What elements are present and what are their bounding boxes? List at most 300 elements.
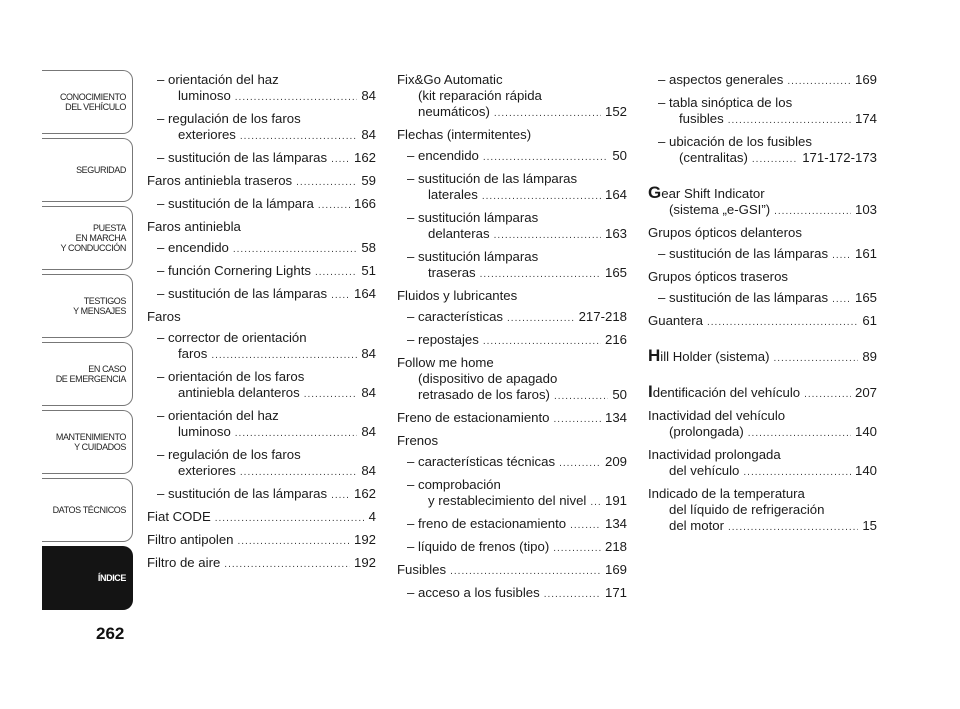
entry-line	[157, 150, 376, 168]
entry-text: retrasado de los faros)	[418, 387, 550, 402]
page-ref: 50	[612, 387, 627, 402]
index-entry	[147, 219, 376, 235]
page-ref: 162	[353, 150, 376, 165]
entry-text: faros	[178, 346, 208, 361]
leader-dots	[224, 555, 350, 573]
entry-text: laterales	[428, 187, 478, 202]
entry-text: del motor	[669, 518, 724, 533]
index-entry	[648, 269, 877, 285]
index-entry	[147, 555, 376, 573]
entry-line	[658, 150, 877, 168]
leader-dots	[315, 263, 357, 281]
index-entry	[648, 290, 877, 308]
entry-line	[157, 369, 376, 385]
index-entry	[648, 134, 877, 168]
entry-line	[157, 424, 376, 442]
tab-2[interactable]	[42, 138, 133, 202]
entry-text: luminoso	[178, 424, 231, 439]
leader-dots	[331, 286, 350, 304]
entry-line	[407, 210, 627, 226]
page-ref: 84	[361, 127, 376, 142]
leader-dots	[238, 532, 350, 550]
tab-6[interactable]	[42, 410, 133, 474]
leader-dots	[743, 463, 851, 481]
entry-text: exteriores	[178, 127, 236, 142]
entry-line	[648, 447, 877, 463]
entry-line	[407, 332, 627, 350]
index-entry	[397, 288, 627, 304]
page-ref: 191	[604, 493, 627, 508]
page-ref: 171	[604, 585, 627, 600]
page-ref: 169	[854, 72, 877, 87]
entry-text: – sustitución de las lámparas	[658, 290, 829, 305]
leader-dots	[331, 150, 350, 168]
page-ref: 174	[854, 111, 877, 126]
entry-text: – sustitución de las lámparas	[658, 246, 829, 261]
entry-text: – sustitución de las lámparas	[407, 171, 578, 186]
entry-line	[648, 424, 877, 442]
entry-text: – sustitución lámparas	[407, 249, 539, 264]
entry-text: Faros antiniebla	[147, 219, 241, 234]
entry-line	[407, 493, 627, 511]
entry-text: ear Shift Indicator	[661, 186, 765, 201]
entry-line	[157, 240, 376, 258]
index-entry	[397, 127, 627, 143]
tab-label: EN CASO DE EMERGENCIA	[55, 364, 126, 384]
entry-text: Guantera	[648, 313, 703, 328]
page-ref: 163	[604, 226, 627, 241]
entry-line	[648, 518, 877, 536]
page-ref: 89	[862, 349, 877, 364]
entry-line	[157, 127, 376, 145]
entry-line	[648, 486, 877, 502]
entry-line	[658, 111, 877, 129]
entry-text: antiniebla delanteros	[178, 385, 300, 400]
entry-text: fusibles	[679, 111, 724, 126]
entry-text: Filtro de aire	[147, 555, 221, 570]
entry-text: ill Holder (sistema)	[660, 349, 770, 364]
entry-text: – encendido	[407, 148, 479, 163]
leader-dots	[233, 240, 357, 258]
leader-dots	[773, 349, 858, 367]
entry-line	[157, 408, 376, 424]
letter-initial: H	[648, 346, 661, 365]
entry-line	[147, 532, 376, 550]
leader-dots	[304, 385, 358, 403]
entry-line	[648, 313, 877, 331]
tab-3[interactable]	[42, 206, 133, 270]
page-ref: 15	[862, 518, 877, 533]
tab-label: DATOS TÉCNICOS	[52, 505, 126, 515]
index-entry	[397, 148, 627, 166]
entry-text: Inactividad del vehículo	[648, 408, 786, 423]
entry-line	[648, 269, 877, 285]
page-ref: 162	[353, 486, 376, 501]
entry-text: – repostajes	[407, 332, 479, 347]
entry-line	[397, 562, 627, 580]
entry-line	[157, 263, 376, 281]
entry-line	[648, 502, 877, 518]
entry-line	[407, 585, 627, 603]
index-entry	[648, 486, 877, 536]
entry-line	[157, 385, 376, 403]
entry-text: Fluidos y lubricantes	[397, 288, 518, 303]
index-column-2	[397, 72, 627, 608]
index-entry	[147, 486, 376, 504]
entry-line	[658, 290, 877, 308]
page-ref: 207	[854, 385, 877, 400]
page-ref: 84	[361, 424, 376, 439]
tab-label: ÍNDICE	[97, 573, 126, 583]
entry-text: traseras	[428, 265, 476, 280]
entry-line	[157, 72, 376, 88]
entry-text: delanteras	[428, 226, 490, 241]
entry-line	[648, 463, 877, 481]
entry-line	[407, 265, 627, 283]
entry-line	[157, 486, 376, 504]
entry-line	[157, 286, 376, 304]
entry-line	[407, 477, 627, 493]
entry-line	[157, 88, 376, 106]
index-entry	[397, 249, 627, 283]
page-ref: 84	[361, 88, 376, 103]
page-ref: 58	[361, 240, 376, 255]
entry-text: – sustitución de las lámparas	[157, 486, 328, 501]
entry-line	[397, 88, 627, 104]
entry-text: (centralitas)	[679, 150, 748, 165]
entry-text: – sustitución de las lámparas	[157, 286, 328, 301]
index-column-1	[147, 72, 376, 578]
entry-text: Inactividad prolongada	[648, 447, 781, 462]
index-entry	[648, 447, 877, 481]
leader-dots	[494, 104, 601, 122]
page-ref: 152	[604, 104, 627, 119]
letter-initial: G	[648, 183, 662, 202]
index-entry	[147, 447, 376, 481]
page-ref: 140	[854, 463, 877, 478]
entry-line	[397, 371, 627, 387]
entry-text: (dispositivo de apagado	[418, 371, 558, 386]
index-entry	[397, 410, 627, 428]
index-entry	[147, 408, 376, 442]
tab-8[interactable]	[42, 546, 133, 610]
index-entry	[648, 225, 877, 241]
entry-line	[147, 509, 376, 527]
entry-line	[658, 95, 877, 111]
leader-dots	[748, 424, 851, 442]
index-entry	[397, 539, 627, 557]
index-column-3	[648, 72, 877, 541]
section-gap	[648, 336, 877, 348]
page-ref: 4	[368, 509, 376, 524]
leader-dots	[559, 454, 601, 472]
index-entry	[397, 516, 627, 534]
entry-line	[407, 148, 627, 166]
index-entry	[147, 330, 376, 364]
entry-text: – corrector de orientación	[157, 330, 307, 345]
entry-line	[397, 387, 627, 405]
entry-text: – encendido	[157, 240, 229, 255]
leader-dots	[480, 265, 601, 283]
index-entry	[397, 477, 627, 511]
page-ref: 165	[604, 265, 627, 280]
leader-dots	[240, 127, 357, 145]
entry-line	[407, 454, 627, 472]
page-ref: 164	[604, 187, 627, 202]
entry-line	[648, 202, 877, 220]
page-ref: 166	[353, 196, 376, 211]
index-entry	[397, 562, 627, 580]
tab-7[interactable]	[42, 478, 133, 542]
index-entry	[648, 408, 877, 442]
page-ref: 84	[361, 385, 376, 400]
entry-text: – regulación de los faros	[157, 447, 301, 462]
tab-label: CONOCIMIENTO DEL VEHÍCULO	[59, 92, 126, 112]
page-ref: 103	[854, 202, 877, 217]
index-entry	[648, 72, 877, 90]
index-entry	[397, 332, 627, 350]
entry-line	[407, 309, 627, 327]
entry-line	[397, 355, 627, 371]
entry-text: (sistema „e-GSI”)	[669, 202, 771, 217]
leader-dots	[215, 509, 365, 527]
leader-dots	[774, 202, 851, 220]
index-entry	[147, 173, 376, 191]
entry-line	[648, 408, 877, 424]
leader-dots	[590, 493, 601, 511]
index-entry	[648, 95, 877, 129]
page-ref: 218	[604, 539, 627, 554]
index-entry	[397, 433, 627, 449]
entry-text: – ubicación de los fusibles	[658, 134, 812, 149]
page-ref: 169	[604, 562, 627, 577]
entry-text: (kit reparación rápida	[418, 88, 542, 103]
entry-line	[397, 104, 627, 122]
page-ref: 140	[854, 424, 877, 439]
entry-line	[397, 288, 627, 304]
page-ref: 209	[604, 454, 627, 469]
leader-dots	[553, 410, 601, 428]
page-ref: 161	[854, 246, 877, 261]
leader-dots	[752, 150, 798, 168]
entry-text: luminoso	[178, 88, 231, 103]
leader-dots	[728, 518, 858, 536]
entry-text: Faros antiniebla traseros	[147, 173, 293, 188]
leader-dots	[553, 539, 601, 557]
page-number: 262	[96, 624, 125, 643]
leader-dots	[832, 246, 851, 264]
page-ref: 59	[361, 173, 376, 188]
entry-text: – regulación de los faros	[157, 111, 301, 126]
leader-dots	[450, 562, 601, 580]
entry-text: – sustitución de las lámparas	[157, 150, 328, 165]
entry-text: Faros	[147, 309, 181, 324]
entry-line	[407, 516, 627, 534]
entry-text: – características técnicas	[407, 454, 556, 469]
leader-dots	[787, 72, 851, 90]
leader-dots	[318, 196, 350, 214]
index-entry	[397, 585, 627, 603]
entry-line	[397, 433, 627, 449]
entry-line	[157, 330, 376, 346]
page-ref: 51	[361, 263, 376, 278]
index-entry	[147, 263, 376, 281]
leader-dots	[211, 346, 357, 364]
page-ref: 134	[604, 410, 627, 425]
index-entry	[648, 313, 877, 331]
page-ref: 134	[604, 516, 627, 531]
entry-text: – aspectos generales	[658, 72, 784, 87]
page-ref: 84	[361, 346, 376, 361]
entry-text: neumáticos)	[418, 104, 490, 119]
section-gap	[648, 372, 877, 384]
entry-line	[147, 555, 376, 573]
entry-text: del vehículo	[669, 463, 740, 478]
tab-label: PUESTA EN MARCHA Y CONDUCCIÓN	[60, 223, 126, 253]
entry-text: – sustitución lámparas	[407, 210, 539, 225]
index-entry	[397, 309, 627, 327]
leader-dots	[554, 387, 608, 405]
tab-1[interactable]	[42, 70, 133, 134]
entry-text: – orientación del haz	[157, 408, 279, 423]
index-entry	[147, 309, 376, 325]
entry-line	[397, 127, 627, 143]
entry-line	[157, 447, 376, 463]
index-entry	[147, 150, 376, 168]
leader-dots	[507, 309, 575, 327]
entry-text: Follow me home	[397, 355, 494, 370]
leader-dots	[804, 385, 851, 403]
leader-dots	[331, 486, 350, 504]
page-ref: 84	[361, 463, 376, 478]
index-entry	[147, 72, 376, 106]
entry-line	[407, 171, 627, 187]
entry-line	[648, 225, 877, 241]
index-entry	[397, 171, 627, 205]
index-entry	[397, 72, 627, 122]
entry-line	[147, 173, 376, 191]
entry-text: – sustitución de la lámpara	[157, 196, 314, 211]
entry-line	[397, 410, 627, 428]
letter-initial: I	[648, 382, 653, 401]
entry-text: Filtro antipolen	[147, 532, 234, 547]
page-ref: 171-172-173	[802, 150, 877, 165]
entry-line	[407, 249, 627, 265]
entry-text: – líquido de frenos (tipo)	[407, 539, 550, 554]
tab-label: MANTENIMIENTO Y CUIDADOS	[55, 432, 126, 452]
leader-dots	[570, 516, 601, 534]
entry-line	[147, 309, 376, 325]
page-ref: 217-218	[578, 309, 627, 324]
entry-line	[648, 185, 877, 202]
entry-text: Indicado de la temperatura	[648, 486, 805, 501]
page-ref: 192	[353, 555, 376, 570]
index-entry	[648, 246, 877, 264]
entry-text: (prolongada)	[669, 424, 744, 439]
index-entry	[147, 286, 376, 304]
index-entry	[147, 196, 376, 214]
entry-text: – tabla sinóptica de los	[658, 95, 793, 110]
entry-text: – orientación del haz	[157, 72, 279, 87]
entry-text: y restablecimiento del nivel	[428, 493, 587, 508]
index-entry	[648, 348, 877, 367]
index-entry	[147, 532, 376, 550]
entry-text: Grupos ópticos delanteros	[648, 225, 802, 240]
index-entry	[648, 384, 877, 403]
entry-line	[157, 111, 376, 127]
index-entry	[397, 454, 627, 472]
entry-line	[648, 348, 877, 367]
index-entry	[147, 369, 376, 403]
entry-text: Frenos	[397, 433, 439, 448]
tab-5[interactable]	[42, 342, 133, 406]
page-ref: 192	[353, 532, 376, 547]
entry-text: – comprobación	[407, 477, 501, 492]
leader-dots	[832, 290, 851, 308]
leader-dots	[240, 463, 357, 481]
entry-text: – orientación de los faros	[157, 369, 305, 384]
entry-line	[658, 134, 877, 150]
entry-line	[157, 196, 376, 214]
leader-dots	[235, 424, 358, 442]
entry-text: – características	[407, 309, 504, 324]
section-gap	[648, 173, 877, 185]
entry-text: – freno de estacionamiento	[407, 516, 567, 531]
leader-dots	[707, 313, 858, 331]
entry-text: Fix&Go Automatic	[397, 72, 503, 87]
leader-dots	[296, 173, 357, 191]
entry-line	[407, 187, 627, 205]
entry-text: del líquido de refrigeración	[669, 502, 825, 517]
entry-line	[407, 539, 627, 557]
page-ref: 165	[854, 290, 877, 305]
entry-text: Grupos ópticos traseros	[648, 269, 788, 284]
index-entry	[397, 355, 627, 405]
tab-4[interactable]	[42, 274, 133, 338]
index-entry	[397, 210, 627, 244]
tab-label: TESTIGOS Y MENSAJES	[73, 296, 126, 316]
entry-text: – función Cornering Lights	[157, 263, 311, 278]
leader-dots	[482, 187, 601, 205]
index-entry	[648, 185, 877, 220]
index-entry	[147, 240, 376, 258]
entry-text: Flechas (intermitentes)	[397, 127, 532, 142]
leader-dots	[483, 332, 601, 350]
index-entry	[147, 111, 376, 145]
leader-dots	[494, 226, 601, 244]
entry-line	[157, 463, 376, 481]
tab-label: SEGURIDAD	[76, 165, 126, 175]
leader-dots	[483, 148, 608, 166]
entry-text: exteriores	[178, 463, 236, 478]
entry-text: Fusibles	[397, 562, 447, 577]
page-ref: 164	[353, 286, 376, 301]
page-ref: 50	[612, 148, 627, 163]
entry-line	[648, 384, 877, 403]
entry-line	[397, 72, 627, 88]
leader-dots	[728, 111, 851, 129]
entry-text: Freno de estacionamiento	[397, 410, 550, 425]
page-ref: 216	[604, 332, 627, 347]
entry-line	[658, 246, 877, 264]
leader-dots	[544, 585, 601, 603]
page-ref: 61	[862, 313, 877, 328]
entry-text: – acceso a los fusibles	[407, 585, 540, 600]
leader-dots	[235, 88, 358, 106]
index-entry	[147, 509, 376, 527]
entry-line	[147, 219, 376, 235]
entry-text: dentificación del vehículo	[652, 385, 801, 400]
